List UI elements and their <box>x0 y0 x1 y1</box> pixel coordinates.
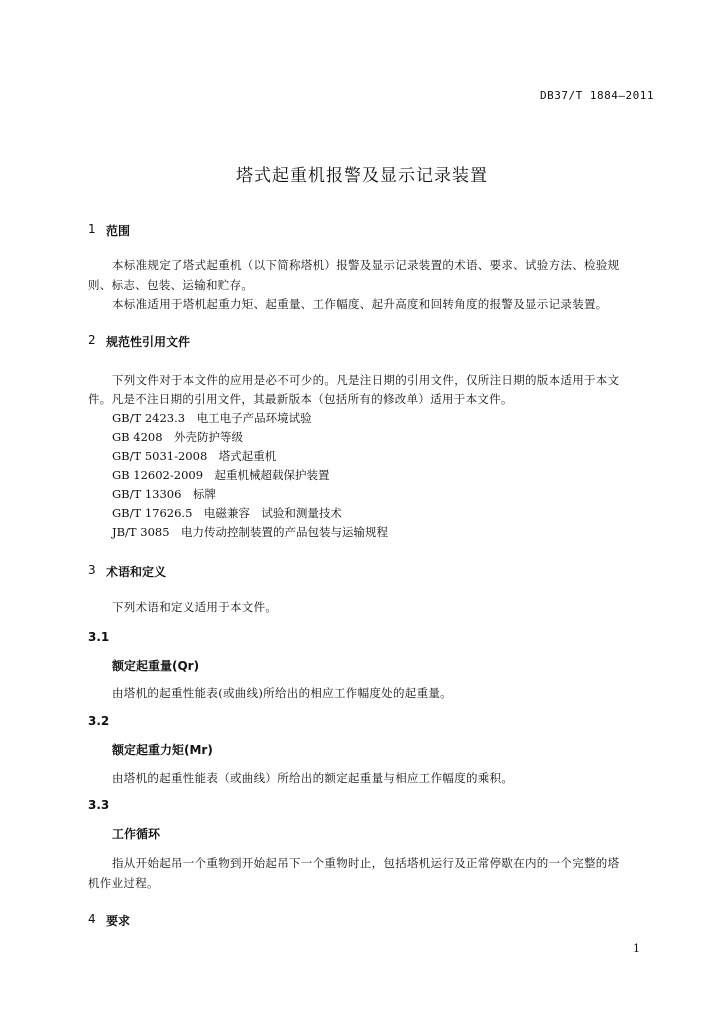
reference-item: GB/T 2423.3 电工电子产品环境试验 <box>112 411 312 425</box>
term-3-1-definition: 由塔机的起重性能表(或曲线)所给出的相应工作幅度处的起重量。 <box>112 686 452 700</box>
page-number: 1 <box>633 942 640 955</box>
reference-item: GB 12602-2009 起重机械超载保护装置 <box>112 468 330 482</box>
term-3-2-number: 3.2 <box>88 714 110 728</box>
reference-item: GB 4208 外壳防护等级 <box>112 430 244 444</box>
term-3-3-definition-line-1: 指从开始起吊一个重物到开始起吊下一个重物时止，包括塔机运行及正常停歇在内的一个完整的塔 <box>112 856 620 870</box>
section-1-paragraph-2: 本标准适用于塔机起重力矩、起重量、工作幅度、起升高度和回转角度的报警及显示记录装置。 <box>112 297 608 311</box>
term-3-1-number: 3.1 <box>88 630 110 644</box>
section-4-number: 4 <box>88 912 96 926</box>
section-2-number: 2 <box>88 333 96 347</box>
section-1-number: 1 <box>88 222 96 236</box>
section-3-intro: 下列术语和定义适用于本文件。 <box>112 600 278 614</box>
section-1-paragraph-1-line-2: 则、标志、包装、运输和贮存。 <box>88 278 254 292</box>
section-4-heading: 要求 <box>106 914 131 928</box>
section-1-heading: 范围 <box>106 224 131 238</box>
section-2-heading: 规范性引用文件 <box>106 335 191 349</box>
reference-item: JB/T 3085 电力传动控制装置的产品包装与运输规程 <box>112 525 389 539</box>
term-3-2-definition: 由塔机的起重性能表（或曲线）所给出的额定起重量与相应工作幅度的乘积。 <box>112 771 514 785</box>
section-3-heading: 术语和定义 <box>106 565 167 579</box>
term-3-3-definition-line-2: 机作业过程。 <box>88 876 159 890</box>
section-1-paragraph-1-line-1: 本标准规定了塔式起重机（以下简称塔机）报警及显示记录装置的术语、要求、试验方法、检验规 <box>112 258 620 272</box>
reference-item: GB/T 5031-2008 塔式起重机 <box>112 449 277 463</box>
term-3-2-name: 额定起重力矩(Mr) <box>112 743 213 757</box>
section-3-number: 3 <box>88 563 96 577</box>
reference-item: GB/T 17626.5 电磁兼容 试验和测量技术 <box>112 506 342 520</box>
document-number: DB37/T 1884—2011 <box>540 89 654 102</box>
term-3-3-number: 3.3 <box>88 798 110 812</box>
section-2-paragraph-line-1: 下列文件对于本文件的应用是必不可少的。凡是注日期的引用文件，仅所注日期的版本适用于本文 <box>112 373 620 387</box>
reference-item: GB/T 13306 标牌 <box>112 487 216 501</box>
document-title: 塔式起重机报警及显示记录装置 <box>236 166 488 186</box>
term-3-3-name: 工作循环 <box>112 827 161 841</box>
section-2-paragraph-line-2: 件。凡是不注日期的引用文件，其最新版本（包括所有的修改单）适用于本文件。 <box>88 392 513 406</box>
term-3-1-name: 额定起重量(Qr) <box>112 659 200 673</box>
